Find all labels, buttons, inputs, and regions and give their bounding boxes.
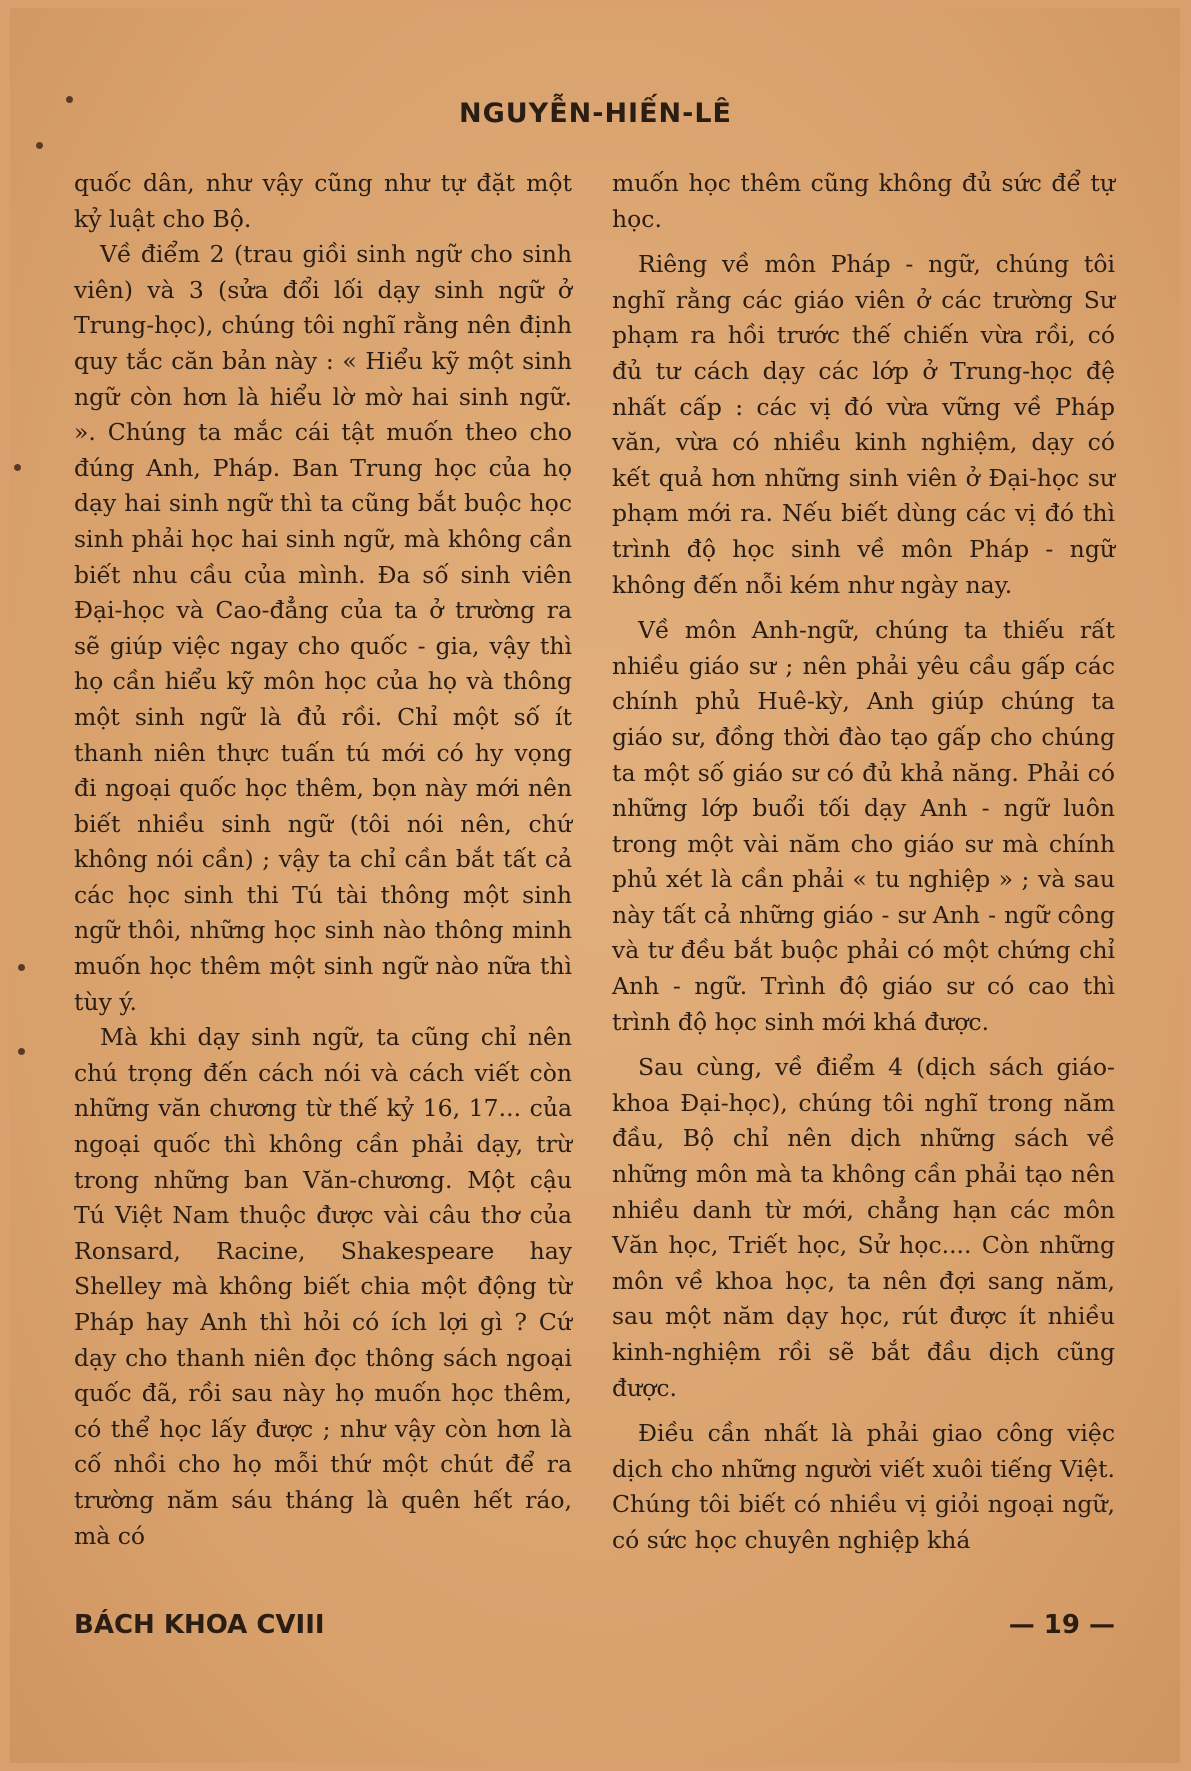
running-header: NGUYỄN-HIẾN-LÊ (458, 98, 733, 129)
paragraph: Riêng về môn Pháp - ngữ, chúng tôi nghĩ rằng các giáo viên ở các trường Sư phạm ra hồi trước thế chiến vừa rồi, có đủ tư cách dạy các lớp ở Trung-học đệ nhất cấp : các vị đó vừa vững về Pháp văn, vừa có nhiều kinh nghiệm, dạy có kết quả hơn những sinh viên ở Đại-học sư phạm mới ra. Nếu biết dùng các vị đó thì trình độ học sinh về môn Pháp - ngữ không đến nỗi kém như ngày nay. (612, 250, 1115, 599)
left-column (74, 166, 572, 1554)
ink-dot (18, 964, 25, 971)
paragraph: muốn học thêm cũng không đủ sức để tự học. (612, 169, 1115, 233)
ink-dot (36, 142, 43, 149)
paragraph: quốc dân, như vậy cũng như tự đặt một kỷ luật cho Bộ. (74, 169, 572, 233)
page-number: — 19 — (1008, 1610, 1115, 1640)
paragraph: Sau cùng, về điểm 4 (dịch sách giáo-khoa Đại-học), chúng tôi nghĩ trong năm đầu, Bộ chỉ nên dịch những sách về những môn mà ta không cần phải tạo nên nhiều danh từ mới, chẳng hạn các môn Văn học, Triết học, Sử học.... Còn những môn về khoa học, ta nên đợi sang năm, sau một năm dạy học, rút được ít nhiều kinh-nghiệm rồi sẽ bắt đầu dịch cũng được. (612, 1053, 1115, 1402)
paragraph: Mà khi dạy sinh ngữ, ta cũng chỉ nên chú trọng đến cách nói và cách viết còn những văn chương từ thế kỷ 16, 17... của ngoại quốc thì không cần phải dạy, trừ trong những ban Văn-chương. Một cậu Tú Việt Nam thuộc được vài câu thơ của Ronsard, Racine, Shakespeare hay Shelley mà không biết chia một động từ Pháp hay Anh thì hỏi có ích lợi gì ? Cứ dạy cho thanh niên đọc thông sách ngoại quốc đã, rồi sau này họ muốn học thêm, có thể học lấy được ; như vậy còn hơn là cố nhồi cho họ mỗi thứ một chút để ra trường năm sáu tháng là quên hết ráo, mà có (74, 1023, 572, 1550)
ink-dot (14, 464, 21, 471)
ink-dot (18, 1048, 25, 1055)
magazine-issue: BÁCH KHOA CVIII (74, 1610, 325, 1640)
paragraph: Về môn Anh-ngữ, chúng ta thiếu rất nhiều giáo sư ; nên phải yêu cầu gấp các chính phủ Huê-kỳ, Anh giúp chúng ta giáo sư, đồng thời đào tạo gấp cho chúng ta một số giáo sư có đủ khả năng. Phải có những lớp buổi tối dạy Anh - ngữ luôn trong một vài năm cho giáo sư mà chính phủ xét là cần phải « tu nghiệp » ; và sau này tất cả những giáo - sư Anh - ngữ công và tư đều bắt buộc phải có một chứng chỉ Anh - ngữ. Trình độ giáo sư có cao thì trình độ học sinh mới khá được. (612, 616, 1115, 1036)
paragraph: Về điểm 2 (trau giồi sinh ngữ cho sinh viên) và 3 (sửa đổi lối dạy sinh ngữ ở Trung-học), chúng tôi nghĩ rằng nên định quy tắc căn bản này : « Hiểu kỹ một sinh ngữ còn hơn là hiểu lờ mờ hai sinh ngữ. ». Chúng ta mắc cái tật muốn theo cho đúng Anh, Pháp. Ban Trung học của họ dạy hai sinh ngữ thì ta cũng bắt buộc học sinh phải học hai sinh ngữ, mà không cần biết nhu cầu của mình. Đa số sinh viên Đại-học và Cao-đẳng của ta ở trường ra sẽ giúp việc ngay cho quốc - gia, vậy thì họ cần hiểu kỹ môn học của họ và thông một sinh ngữ là đủ rồi. Chỉ một số ít thanh niên thực tuấn tú mới có hy vọng đi ngoại quốc học thêm, bọn này mới nên biết nhiều sinh ngữ (tôi nói nên, chứ không nói cần) ; vậy ta chỉ cần bắt tất cả các học sinh thi Tú tài thông một sinh ngữ thôi, những học sinh nào thông minh muốn học thêm một sinh ngữ nào nữa thì tùy ý. (74, 240, 572, 1016)
paragraph: Điều cần nhất là phải giao công việc dịch cho những người viết xuôi tiếng Việt. Chúng tôi biết có nhiều vị giỏi ngoại ngữ, có sức học chuyên nghiệp khá (612, 1419, 1115, 1554)
right-column (612, 166, 1115, 1559)
